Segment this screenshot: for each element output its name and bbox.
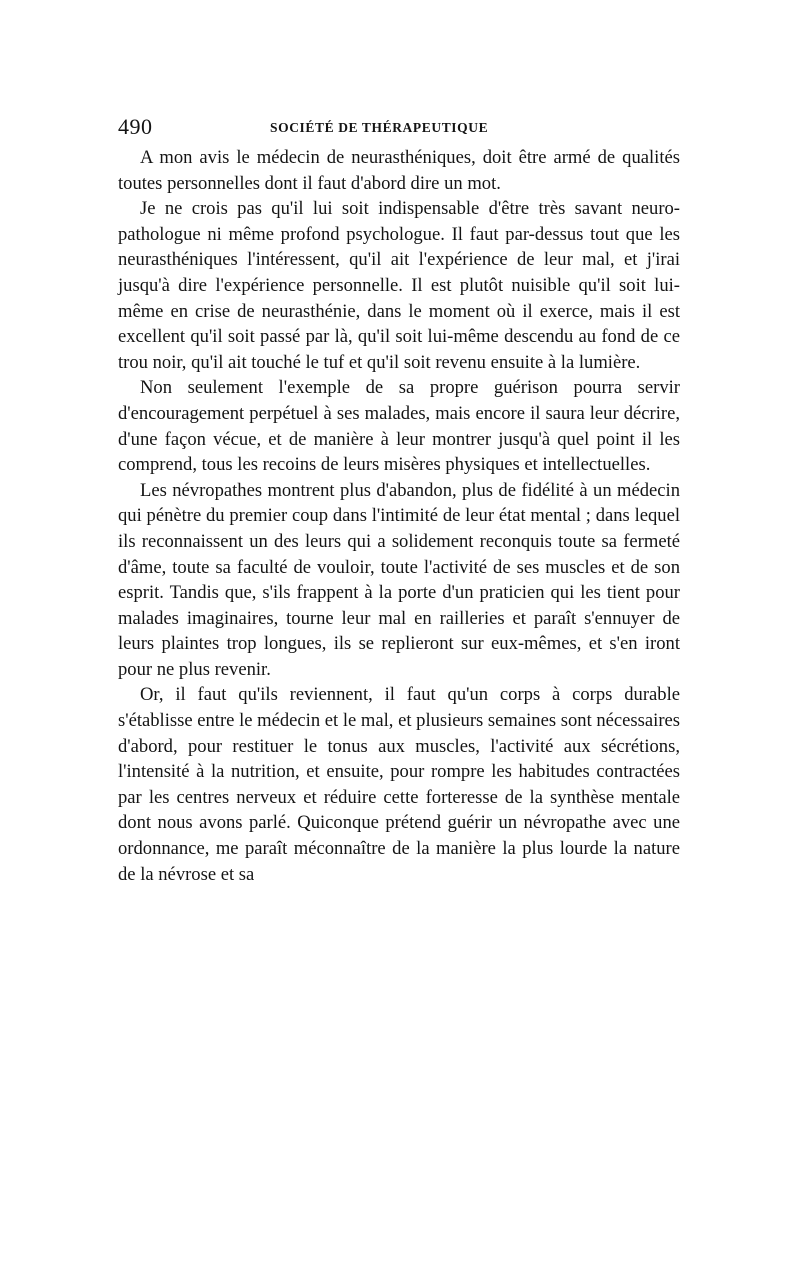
- paragraph-3: Non seulement l'exemple de sa propre guérison pourra servir d'encouragement perpétuel à ses malades, mais encore il saura leur décrire, d'une façon vécue, et de manière à leur montrer jusqu'à quel point il les comprend, tous les recoins de leurs misères physiques et intellectuelles.: [118, 377, 680, 476]
- running-title: SOCIÉTÉ DE THÉRAPEUTIQUE: [270, 120, 489, 135]
- page-number: 490: [118, 114, 153, 139]
- paragraph-1: A mon avis le médecin de neurasthéniques, doit être armé de qualités toutes personnelles dont il faut d'abord dire un mot.: [118, 147, 680, 194]
- body-text: [118, 145, 680, 887]
- running-head: [118, 112, 680, 142]
- paragraph-2: Je ne crois pas qu'il lui soit indispensable d'être très savant neuro-pathologue ni même profond psychologue. Il faut par-dessus tout que les neurasthéniques l'intéressent, qu'il ait l'expérience de leur mal, et j'irai jusqu'à dire l'expérience personnelle. Il est plutôt nuisible qu'il soit lui-même en crise de neurasthénie, dans le moment où il exerce, mais il est excellent qu'il soit passé par là, qu'il soit lui-même descendu au fond de ce trou noir, qu'il ait touché le tuf et qu'il soit revenu ensuite à la lumière.: [118, 198, 680, 373]
- paragraph-4: Les névropathes montrent plus d'abandon, plus de fidélité à un médecin qui pénètre du premier coup dans l'intimité de leur état mental ; dans lequel ils reconnaissent un des leurs qui a solidement reconquis toute sa fermeté d'âme, toute sa faculté de vouloir, toute l'activité de ses muscles et de son esprit. Tandis que, s'ils frappent à la porte d'un praticien qui les tient pour malades imaginaires, tourne leur mal en railleries et paraît s'ennuyer de leurs plaintes trop longues, ils se replieront sur eux-mêmes, et s'en iront pour ne plus revenir.: [118, 479, 680, 680]
- paragraph-5: Or, il faut qu'ils reviennent, il faut qu'un corps à corps durable s'établisse entre le médecin et le mal, et plusieurs semaines sont nécessaires d'abord, pour restituer le tonus aux muscles, l'activité aux sécrétions, l'intensité à la nutrition, et ensuite, pour rompre les habitudes contractées par les centres nerveux et réduire cette forteresse de la synthèse mentale dont nous avons parlé. Quiconque prétend guérir un névropathe avec une ordonnance, me paraît méconnaître de la manière la plus lourde la nature de la névrose et sa: [118, 684, 681, 885]
